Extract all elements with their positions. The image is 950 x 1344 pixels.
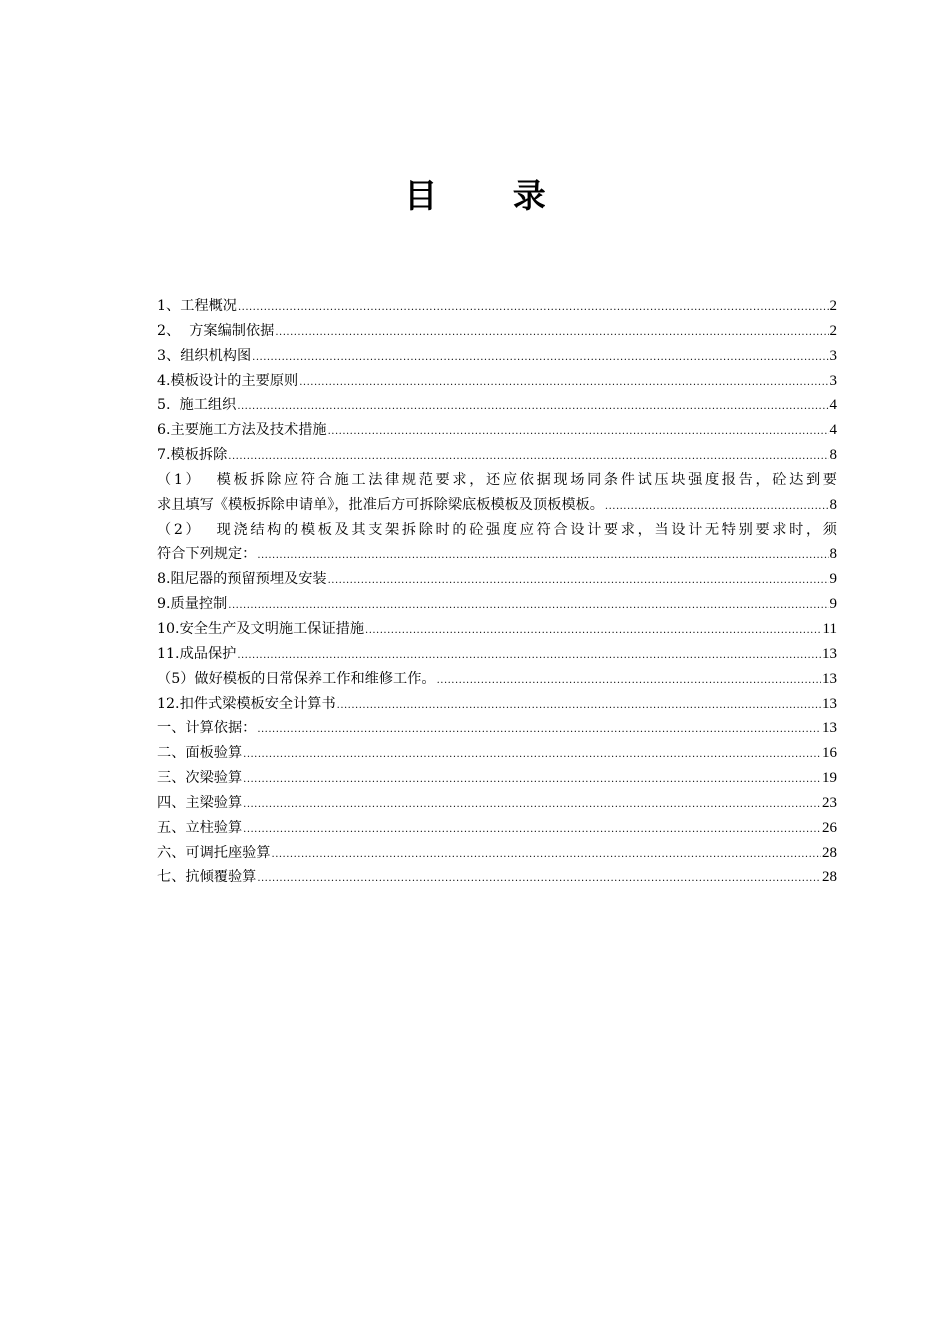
toc-entry-label: 四、主梁验算 (157, 794, 243, 811)
toc-entry-line1[interactable] (157, 468, 837, 493)
toc-entry-page: 9 (829, 596, 837, 613)
toc-entry-label-line1: （2） 现浇结构的模板及其支架拆除时的砼强度应符合设计要求，当设计无特别要求时，须 (157, 521, 837, 538)
dot-leader (243, 818, 821, 843)
toc-entry[interactable] (157, 816, 837, 841)
toc-entry-label: 8.阻尼器的预留预埋及安装 (157, 571, 327, 588)
toc-entry-page: 4 (829, 397, 837, 414)
dot-leader (238, 296, 829, 321)
toc-entry-page: 2 (829, 322, 837, 339)
dot-leader (365, 619, 822, 644)
toc-entry[interactable] (157, 294, 837, 319)
toc-entry-page: 8 (829, 546, 837, 563)
toc-entry[interactable] (157, 667, 837, 692)
toc-entry[interactable] (157, 344, 837, 369)
toc-entry-label: 六、可调托座验算 (157, 844, 271, 861)
toc-entry[interactable] (157, 369, 837, 394)
toc-entry-page: 3 (829, 372, 837, 389)
toc-entry[interactable] (157, 841, 837, 866)
toc-entry-label-line1: （1） 模板拆除应符合施工法律规范要求，还应依据现场同条件试压块强度报告，砼达到要 (157, 471, 837, 488)
dot-leader (228, 594, 828, 619)
toc-entry-page: 19 (822, 770, 837, 787)
toc-entry[interactable] (157, 642, 837, 667)
toc-entry-label: 2、 方案编制依据 (157, 322, 275, 339)
toc-entry[interactable] (157, 542, 837, 567)
toc-entry-page: 8 (829, 447, 837, 464)
toc-entry-page: 13 (822, 670, 837, 687)
toc-entry-page: 11 (822, 620, 837, 637)
toc-entry[interactable] (157, 493, 837, 518)
toc-entry-page: 23 (822, 794, 837, 811)
toc-entry[interactable] (157, 443, 837, 468)
toc-entry-page: 28 (822, 844, 837, 861)
toc-entry-label: 12.扣件式梁模板安全计算书 (157, 695, 336, 712)
dot-leader (328, 569, 829, 594)
dot-leader (237, 395, 828, 420)
dot-leader (275, 321, 828, 346)
toc-entry-page: 4 (829, 422, 837, 439)
dot-leader (337, 694, 821, 719)
toc-title: 目 录 (404, 176, 578, 215)
dot-leader (299, 371, 828, 396)
toc-entry-page: 8 (829, 496, 837, 513)
dot-leader (243, 743, 821, 768)
toc-entry-page: 16 (822, 745, 837, 762)
toc-entry[interactable] (157, 741, 837, 766)
toc-entry-label: 一、计算依据： (157, 720, 257, 737)
dot-leader (243, 793, 821, 818)
toc-entry-label: 10.安全生产及文明施工保证措施 (157, 620, 365, 637)
dot-leader (437, 669, 821, 694)
toc-entry[interactable] (157, 393, 837, 418)
dot-leader (243, 768, 821, 793)
toc-entry[interactable] (157, 567, 837, 592)
toc-entry-page: 3 (829, 347, 837, 364)
toc-entry-page: 26 (822, 819, 837, 836)
toc-entry-label: 4.模板设计的主要原则 (157, 372, 299, 389)
toc-entry-label: 9.质量控制 (157, 596, 228, 613)
toc-entry[interactable] (157, 865, 837, 890)
toc-entry-label: 3、组织机构图 (157, 347, 252, 364)
toc-entry[interactable] (157, 791, 837, 816)
toc-entry[interactable] (157, 617, 837, 642)
toc-entry-label: （5）做好模板的日常保养工作和维修工作。 (157, 670, 436, 687)
toc-entry-label: 5. 施工组织 (157, 397, 237, 414)
dot-leader (328, 420, 829, 445)
dot-leader (257, 867, 821, 892)
toc-entry[interactable] (157, 592, 837, 617)
dot-leader (237, 644, 821, 669)
dot-leader (257, 544, 828, 569)
toc-entry-label: 二、面板验算 (157, 745, 243, 762)
toc-entry[interactable] (157, 692, 837, 717)
toc-entry-label: 1、工程概况 (157, 298, 237, 314)
dot-leader (257, 718, 821, 743)
toc-entry-page: 2 (829, 298, 837, 314)
toc-entry-label: 11.成品保护 (157, 645, 237, 662)
toc-entry-line1[interactable] (157, 518, 837, 543)
dot-leader (605, 495, 829, 520)
toc-entry-label: 6.主要施工方法及技术措施 (157, 422, 327, 439)
toc-entry-page: 13 (822, 720, 837, 737)
toc-entry[interactable] (157, 418, 837, 443)
toc-entry-page: 13 (822, 645, 837, 662)
dot-leader (228, 445, 828, 470)
toc-entry-label: 七、抗倾覆验算 (157, 869, 257, 886)
toc-entry-page: 28 (822, 869, 837, 886)
toc-entry-label: 三、次梁验算 (157, 770, 243, 787)
toc-list (157, 294, 837, 890)
dot-leader (272, 843, 821, 868)
toc-entry[interactable] (157, 716, 837, 741)
toc-entry[interactable] (157, 319, 837, 344)
toc-entry[interactable] (157, 766, 837, 791)
toc-entry-page: 13 (822, 695, 837, 712)
toc-entry-page: 9 (829, 571, 837, 588)
dot-leader (252, 346, 828, 371)
toc-entry-label: 五、立柱验算 (157, 819, 243, 836)
toc-entry-label: 7.模板拆除 (157, 447, 228, 464)
toc-entry-label: 求且填写《模板拆除申请单》，批准后方可拆除梁底板模板及顶板模板。 (157, 496, 604, 513)
toc-entry-label: 符合下列规定： (157, 546, 257, 563)
